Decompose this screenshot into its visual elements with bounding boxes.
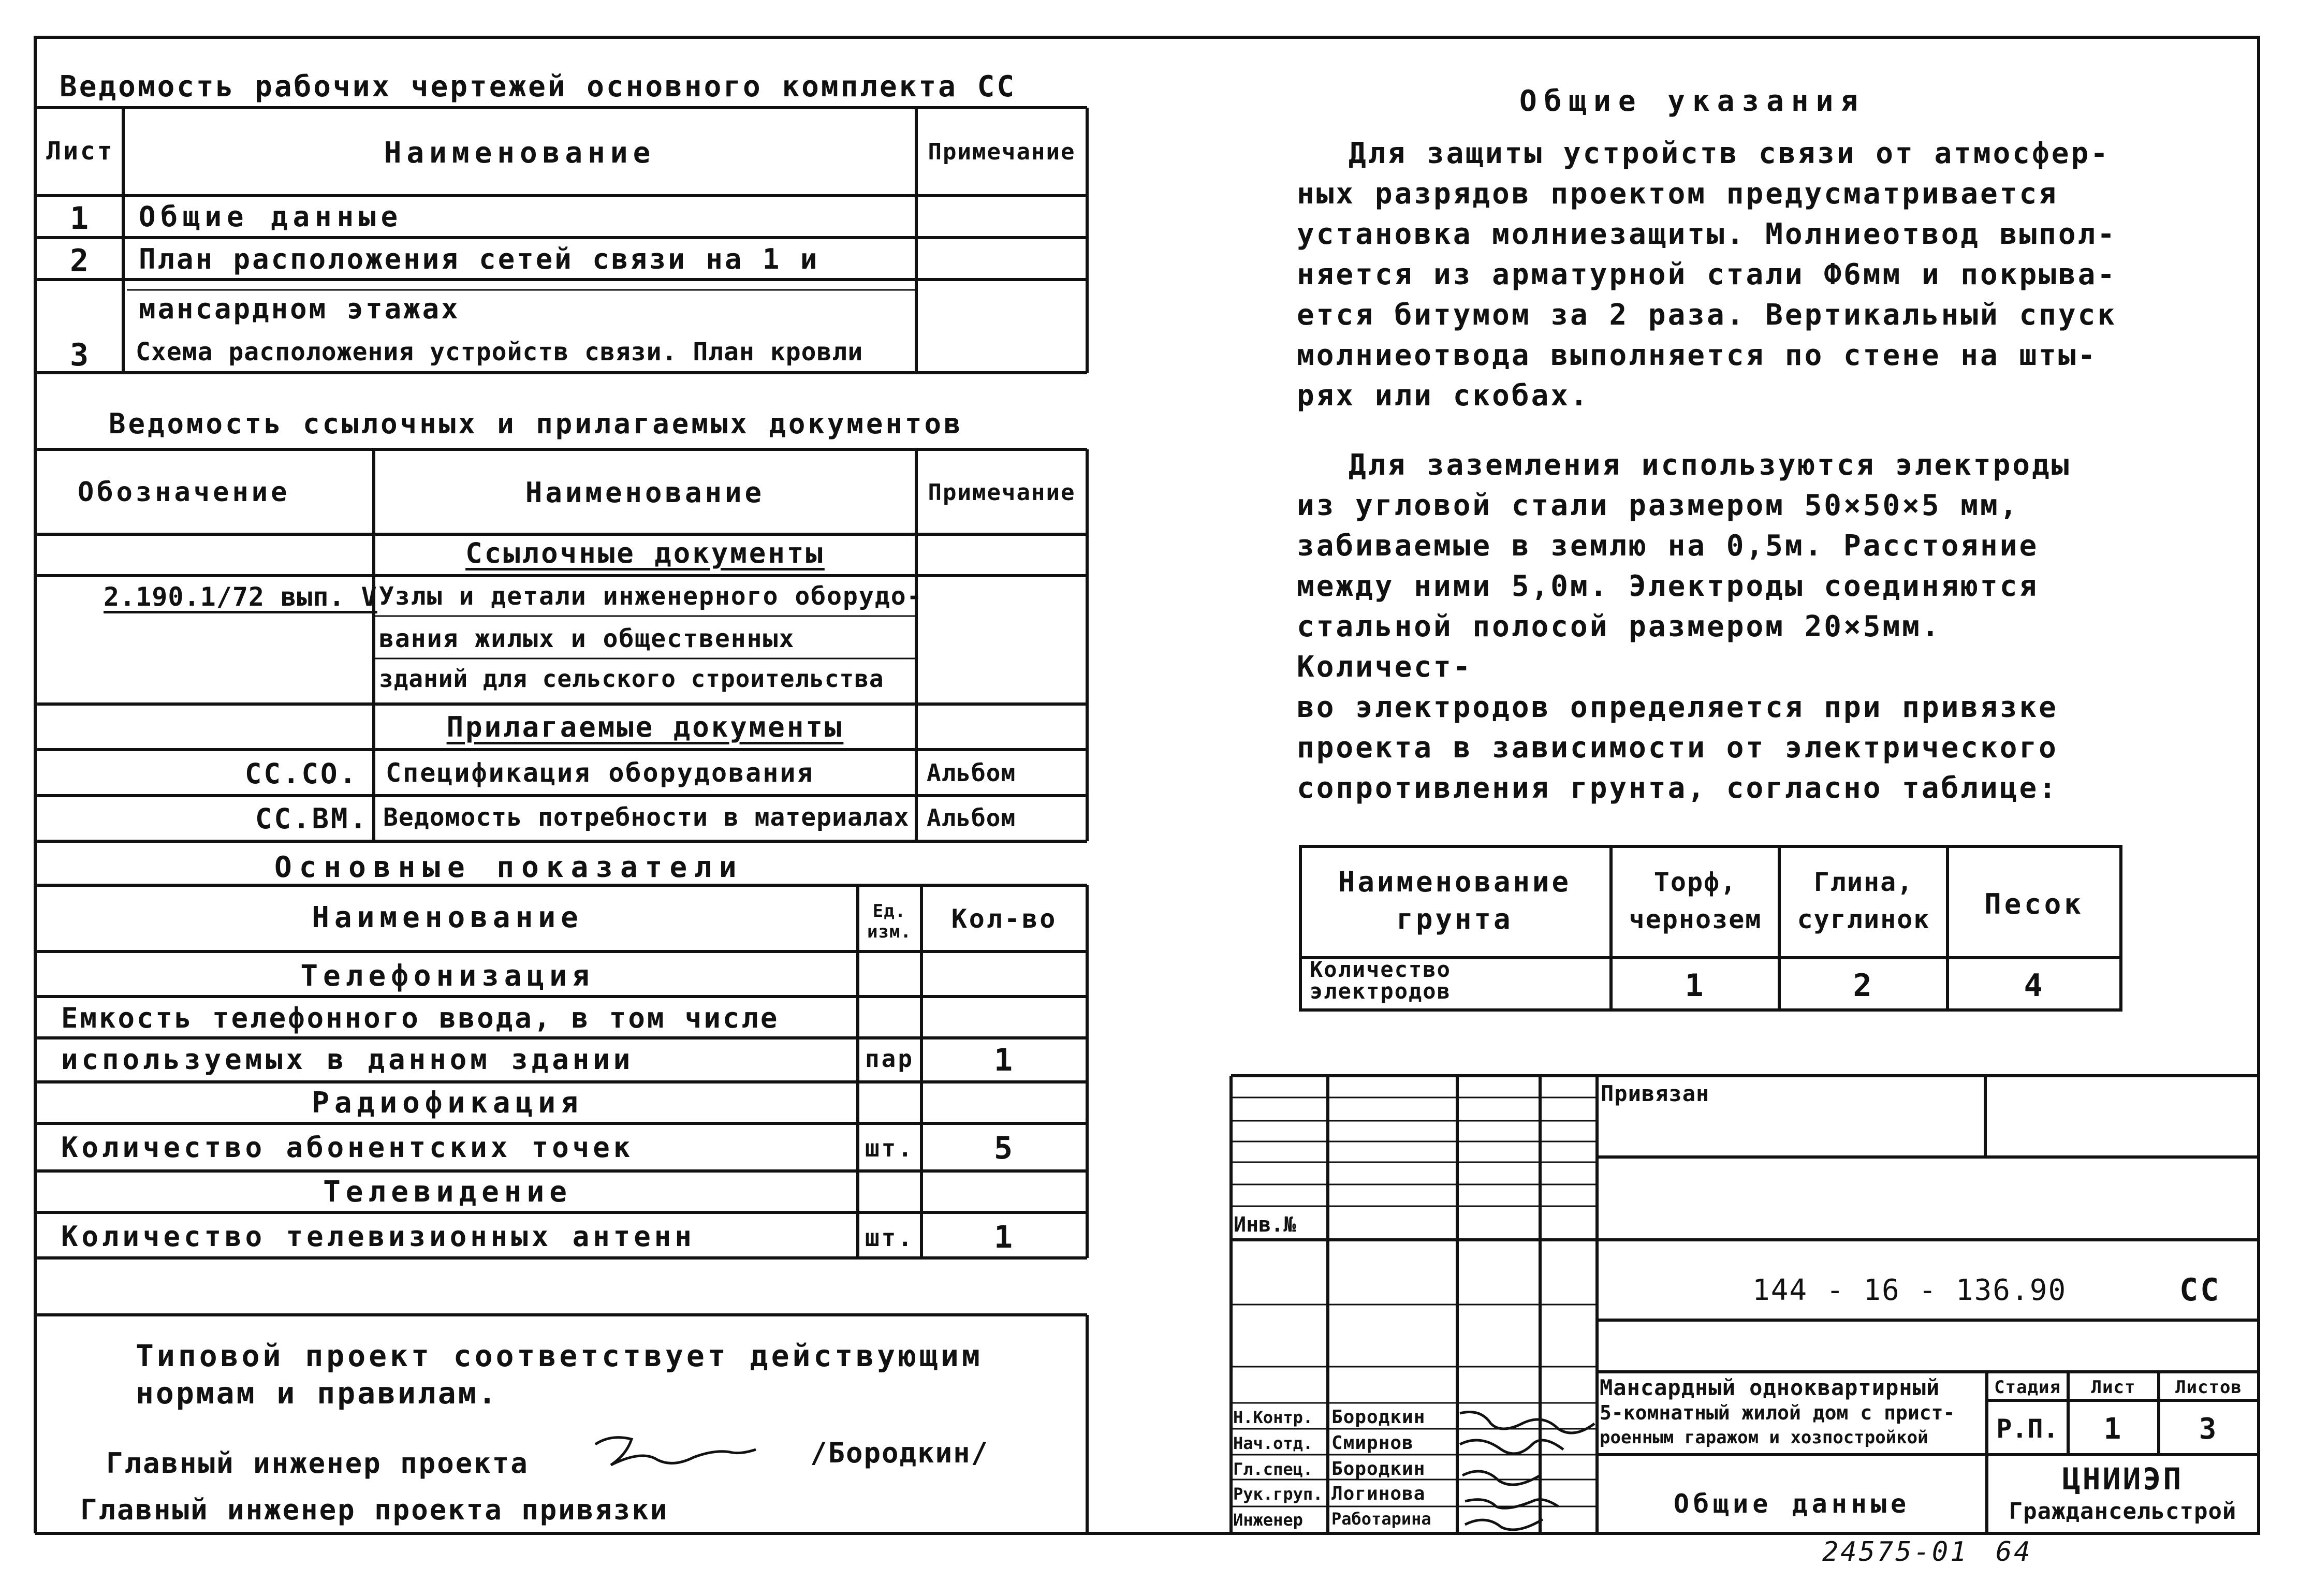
stamp-doc-name: Общие данные — [1673, 1489, 1911, 1519]
telephone-unit: пар — [865, 1045, 915, 1073]
tv-unit: шт. — [865, 1224, 915, 1252]
p1-line-7: рях или скобах. — [1297, 379, 1590, 413]
p1-line-3: установка молниезащиты. Молниеотвод выпол- — [1297, 217, 2117, 251]
chief-engineer-binding-label: Главный инженер проекта привязки — [80, 1493, 669, 1526]
staff-2-name: Смирнов — [1331, 1432, 1414, 1454]
stamp-title-line-1: Мансардный одноквартирный — [1600, 1375, 1940, 1400]
soil-head-name: Наименование грунта — [1338, 866, 1572, 935]
refs-header-name: Наименование — [525, 476, 765, 509]
staff-5-role: Инженер — [1233, 1510, 1303, 1530]
stamp-org-1: ЦНИИЭП — [2062, 1461, 2184, 1497]
p2-line-1: Для заземления используются электроды — [1349, 448, 2071, 482]
radio-unit: шт. — [865, 1134, 915, 1162]
refs-header-code: Обозначение — [78, 477, 290, 508]
chief-engineer-label: Главный инженер проекта — [106, 1447, 529, 1480]
attached-2-name: Ведомость потребности в материалах — [383, 803, 910, 832]
soil-value-clay: 2 — [1853, 968, 1874, 1004]
general-paragraph-1 — [1297, 134, 2135, 416]
soil-head-clay: Глина, суглинок — [1797, 867, 1930, 934]
soil-value-peat: 1 — [1685, 968, 1706, 1004]
tv-section: Телевидение — [323, 1175, 572, 1209]
p2-line-2: из угловой стали размером 50×50×5 мм, — [1297, 489, 2019, 522]
drawing-row-1-name: Общие данные — [139, 200, 403, 233]
staff-3-role: Гл.спец. — [1233, 1459, 1313, 1479]
refs-title: Ведомость ссылочных и прилагаемых документов — [109, 407, 963, 440]
staff-1-name: Бородкин — [1331, 1407, 1426, 1428]
attached-1-note: Альбом — [927, 759, 1016, 787]
drawing-row-2-sheet: 2 — [69, 243, 91, 279]
refs-name-line-1: Узлы и детали инженерного оборудо- — [379, 582, 923, 611]
staff-4-name: Логинова — [1331, 1483, 1426, 1504]
stamp-mark: СС — [2179, 1272, 2221, 1308]
soil-head-sand: Песок — [1984, 888, 2084, 920]
stamp-stage: Р.П. — [1996, 1414, 2059, 1444]
drawing-row-2b-name: мансардном этажах — [139, 292, 460, 325]
indicators-header-unit: Ед. изм. — [867, 901, 912, 942]
indicators-title: Основные показатели — [274, 851, 744, 884]
col-header-sheet: Лист — [46, 137, 114, 166]
drawing-row-1-sheet: 1 — [69, 200, 91, 237]
attached-2-note: Альбом — [927, 804, 1016, 832]
stamp-org-2: Граждансельстрой — [2009, 1498, 2237, 1525]
indicators-header-qty: Кол-во — [951, 904, 1058, 934]
telephone-section: Телефонизация — [300, 959, 595, 993]
refs-header-note: Примечание — [928, 479, 1076, 506]
p2-line-8: сопротивления грунта, согласно таблице: — [1297, 771, 2058, 805]
p2-line-6: во электродов определяется при привязке — [1297, 691, 2058, 724]
stamp-code: 144 - 16 - 136.90 — [1752, 1273, 2067, 1307]
page-number: 64 — [1996, 1536, 2032, 1568]
attached-1-name: Спецификация оборудования — [386, 758, 814, 788]
p2-line-5: стальной полосой размером 20×5мм. Количест- — [1297, 610, 1941, 684]
p2-line-4: между ними 5,0м. Электроды соединяются — [1297, 569, 2039, 603]
soil-head-peat: Торф, чернозем — [1629, 867, 1762, 934]
radio-qty: 5 — [993, 1130, 1015, 1166]
compliance-line-1: Типовой проект соответствует действующим — [136, 1338, 983, 1373]
telephone-line-2: используемых в данном здании — [61, 1043, 634, 1076]
chief-engineer-name: /Бородкин/ — [810, 1437, 989, 1469]
radio-line: Количество абонентских точек — [61, 1131, 634, 1164]
signatures — [595, 1412, 1594, 1530]
stamp-sheets: 3 — [2199, 1412, 2219, 1446]
p1-line-5: ется битумом за 2 раза. Вертикальный спуск — [1297, 298, 2117, 332]
drawing-row-2-name: План расположения сетей связи на 1 и — [139, 243, 819, 275]
p1-line-1: Для защиты устройств связи от атмосфер- — [1349, 137, 2110, 170]
refs-name-line-2: вания жилых и общественных — [379, 624, 795, 653]
drawing-row-3-name: Схема расположения устройств связи. План кровли — [136, 338, 863, 367]
p2-line-7: проекта в зависимости от электрического — [1297, 731, 2058, 765]
staff-2-role: Нач.отд. — [1233, 1433, 1313, 1453]
staff-1-role: Н.Контр. — [1233, 1408, 1313, 1427]
p1-line-4: няется из арматурной стали Ф6мм и покрыва- — [1297, 258, 2117, 291]
staff-4-role: Рук.груп. — [1233, 1484, 1323, 1504]
sheet-title: Ведомость рабочих чертежей основного комплекта СС — [60, 70, 1017, 104]
stamp-sheets-header: Листов — [2175, 1377, 2242, 1398]
staff-3-name: Бородкин — [1331, 1458, 1426, 1480]
refs-code: 2.190.1/72 вып. V — [104, 582, 377, 612]
telephone-line-1: Емкость телефонного ввода, в том числе — [61, 1002, 780, 1034]
stamp-stage-header: Стадия — [1994, 1377, 2061, 1398]
archive-number: 24575-01 — [1822, 1536, 1969, 1568]
soil-value-sand: 4 — [2024, 968, 2045, 1004]
col-header-note: Примечание — [928, 139, 1076, 165]
soil-row-label: Количество электродов — [1310, 957, 1451, 1004]
refs-section-attached: Прилагаемые документы — [446, 711, 844, 743]
refs-name-line-3: зданий для сельского строительства — [379, 665, 884, 693]
stamp-bound: Привязан — [1601, 1081, 1710, 1106]
refs-section-links: Ссылочные документы — [465, 537, 825, 569]
general-paragraph-2 — [1297, 445, 2135, 809]
attached-1-code: СС.СО. — [244, 757, 358, 790]
telephone-qty: 1 — [993, 1042, 1015, 1078]
tv-qty: 1 — [993, 1219, 1015, 1255]
stamp-inv: Инв.№ — [1234, 1213, 1296, 1237]
p1-line-6: молниеотвода выполняется по стене на шты- — [1297, 339, 2098, 372]
radio-section: Радиофикация — [312, 1086, 583, 1120]
indicators-header-name: Наименование — [312, 901, 583, 934]
staff-5-name: Работарина — [1331, 1509, 1431, 1529]
tv-line: Количество телевизионных антенн — [61, 1220, 695, 1253]
general-title: Общие указания — [1519, 84, 1866, 118]
compliance-line-2: нормам и правилам. — [136, 1375, 499, 1411]
p1-line-2: ных разрядов проектом предусматривается — [1297, 177, 2058, 211]
attached-2-code: СС.ВМ. — [255, 802, 369, 835]
drawing-row-3-sheet: 3 — [69, 337, 91, 373]
stamp-sheet: 1 — [2103, 1412, 2124, 1446]
p2-line-3: забиваемые в землю на 0,5м. Расстояние — [1297, 529, 2039, 563]
col-header-name: Наименование — [384, 136, 656, 170]
stamp-sheet-header: Лист — [2091, 1377, 2136, 1398]
stamp-title-line-2: 5-комнатный жилой дом с прист- — [1600, 1401, 1955, 1424]
stamp-title-line-3: роенным гаражом и хозпостройкой — [1600, 1427, 1928, 1448]
